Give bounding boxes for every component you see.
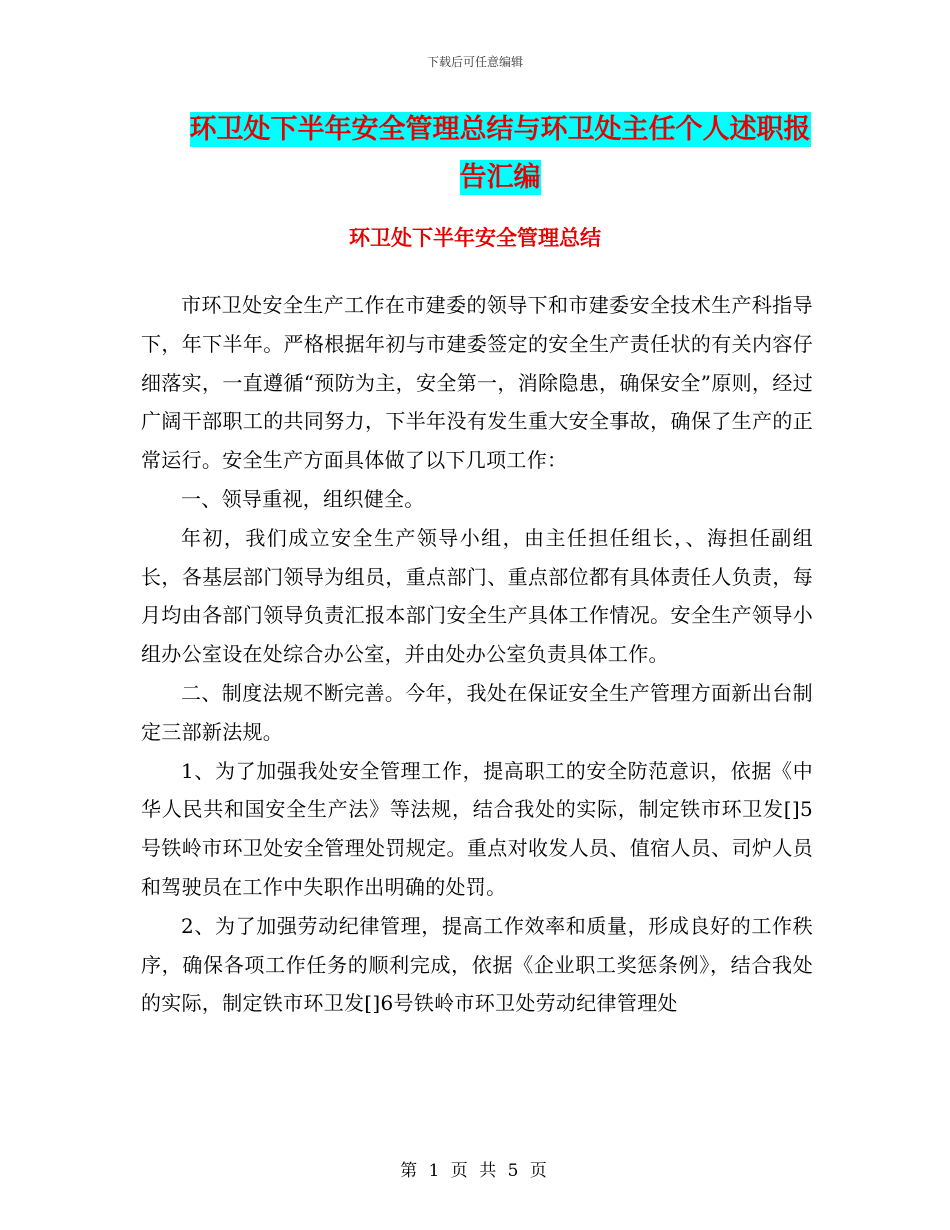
document-title-line-2: 告汇编 — [459, 162, 541, 193]
document-title-line-1: 环卫处下半年安全管理总结与环卫处主任个人述职报 — [189, 114, 811, 145]
section-title: 环卫处下半年安全管理总结 — [349, 226, 601, 250]
paragraph-intro: 市环卫处安全生产工作在市建委的领导下和市建委安全技术生产科指导下，年下半年。严格根据年初与市建委签定的安全生产责任状的有关内容仔细落实，一直遵循“预防为主，安全第一，消除隐患，确保安全”原则，经过广阔干部职工的共同努力，下半年没有发生重大安全事故，确保了生产的正常运行。安全生产方面具体做了以下几项工作： — [141, 293, 813, 473]
paragraph-rule-2: 2、为了加强劳动纪律管理，提高工作效率和质量，形成良好的工作秩序，确保各项工作任务的顺利完成，依据《企业职工奖惩条例》，结合我处的实际，制定铁市环卫发[]6号铁岭市环卫处劳动纪律管理处 — [141, 913, 813, 1016]
page-header-note: 下载后可任意编辑 — [426, 55, 523, 69]
document-body — [141, 286, 813, 1023]
page-footer-indicator: 第 1 页 共 5 页 — [400, 1161, 550, 1181]
paragraph-leadership: 年初，我们成立安全生产领导小组，由主任担任组长，、海担任副组长，各基层部门领导为组员，重点部门、重点部位都有具体责任人负责，每月均由各部门领导负责汇报本部门安全生产具体工作情况。安全生产领导小组办公室设在处综合办公室，并由处办公室负责具体工作。 — [141, 525, 813, 667]
document-title — [130, 106, 870, 202]
paragraph-rule-1: 1、为了加强我处安全管理工作，提高职工的安全防范意识，依据《中华人民共和国安全生产法》等法规，结合我处的实际，制定铁市环卫发[]5号铁岭市环卫处安全管理处罚规定。重点对收发人员、值宿人员、司炉人员和驾驶员在工作中失职作出明确的处罚。 — [141, 758, 813, 899]
paragraph-heading-1: 一、领导重视，组织健全。 — [181, 486, 425, 511]
paragraph-heading-2: 二、制度法规不断完善。今年，我处在保证安全生产管理方面新出台制定三部新法规。 — [141, 680, 813, 744]
